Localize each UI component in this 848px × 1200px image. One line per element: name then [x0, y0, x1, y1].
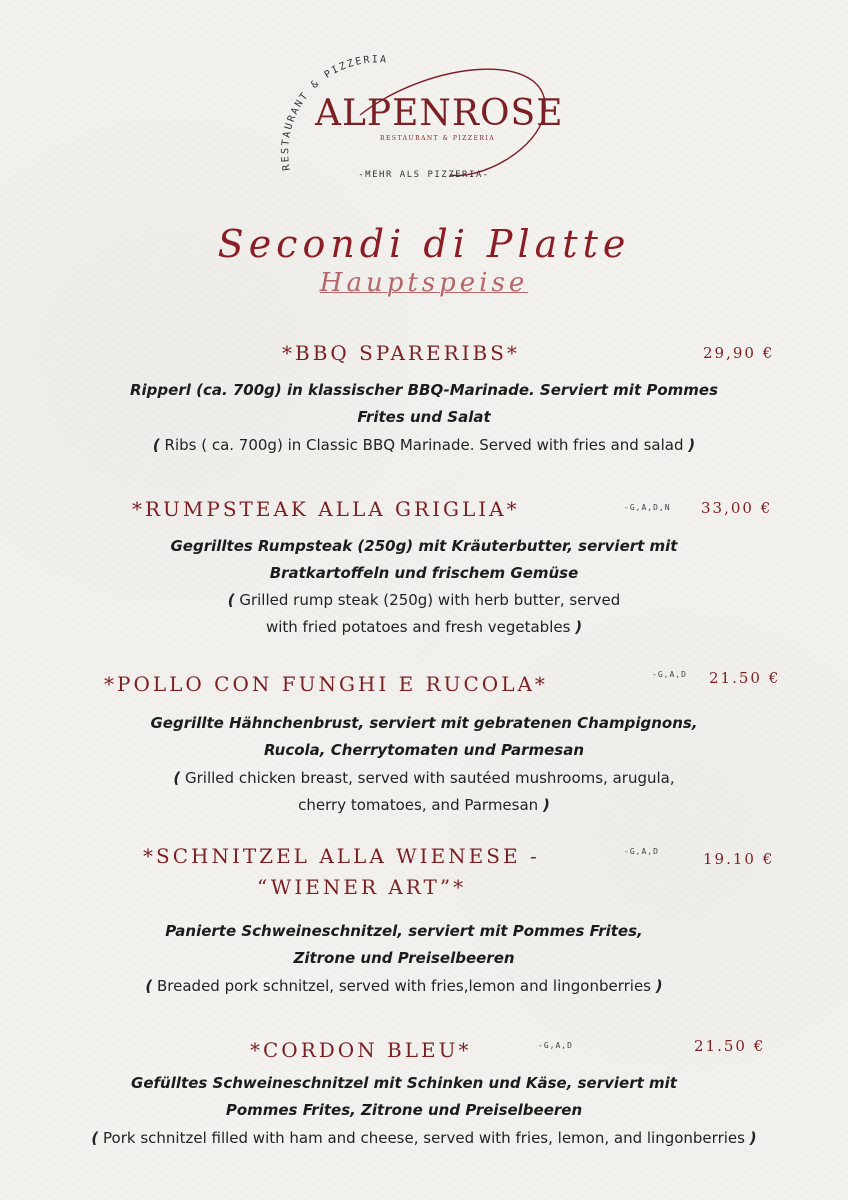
allergen-codes: -G,A,D: [652, 670, 687, 679]
dish-name: *RUMPSTEAK ALLA GRIGLIA*: [132, 497, 520, 521]
logo-small-text: RESTAURANT & PIZZERIA: [380, 135, 496, 142]
logo-brand: ALPENROSE: [315, 93, 564, 134]
dish-translation: ( Ribs ( ca. 700g) in Classic BBQ Marinade. Served with fries and salad ): [152, 436, 696, 454]
allergen-codes: -G,A,D: [624, 847, 659, 856]
dish-name-line2: “WIENER ART”*: [257, 875, 467, 899]
page-subtitle: Hauptspeise: [319, 268, 529, 298]
allergen-codes: -G,A,D: [538, 1041, 573, 1050]
dish-description: Panierte Schweineschnitzel, serviert mit Pommes Frites, Zitrone und Preiselbeeren: [165, 922, 643, 967]
logo-tagline: -MEHR ALS PIZZERIA-: [358, 170, 490, 180]
dish-description: Gefülltes Schweineschnitzel mit Schinken und Käse, serviert mit Pommes Frites, Zitrone und Preiselbeeren: [131, 1074, 677, 1119]
dish-description: Gegrilltes Rumpsteak (250g) mit Kräuterbutter, serviert mit Bratkartoffeln und frischem Gemüse: [170, 537, 678, 582]
dish-price: 19.10 €: [703, 850, 775, 868]
dish-translation: ( Pork schnitzel filled with ham and cheese, served with fries, lemon, and lingonberries ): [91, 1129, 757, 1147]
dish-name: *CORDON BLEU*: [250, 1038, 472, 1062]
dish-name: *POLLO CON FUNGHI E RUCOLA*: [104, 672, 548, 696]
dish-description: Ripperl (ca. 700g) in klassischer BBQ-Marinade. Serviert mit Pommes Frites und Salat: [129, 381, 718, 426]
logo-arc-text: RESTAURANT & PIZZERIA: [280, 54, 389, 172]
dish-translation: ( Grilled chicken breast, served with sautéed mushrooms, arugula, cherry tomatoes, and Parmesan ): [173, 769, 675, 814]
allergen-codes: -G,A,D,N: [624, 503, 671, 512]
dish-price: 21.50 €: [709, 669, 781, 687]
page-title: Secondi di Platte: [217, 222, 631, 266]
dish-price: 21.50 €: [694, 1037, 766, 1055]
dish-translation: ( Grilled rump steak (250g) with herb butter, served with fried potatoes and fresh vegetables ): [227, 591, 621, 636]
restaurant-logo: [250, 30, 570, 190]
logo-graphic: [250, 30, 570, 190]
dish-name: *BBQ SPARERIBS*: [282, 341, 520, 365]
dish-name: *SCHNITZEL ALLA WIENESE -: [143, 844, 540, 868]
dish-translation: ( Breaded pork schnitzel, served with fries,lemon and lingonberries ): [145, 977, 663, 995]
dish-description: Gegrillte Hähnchenbrust, serviert mit gebratenen Champignons, Rucola, Cherrytomaten und Parmesan: [150, 714, 698, 759]
dish-price: 29,90 €: [703, 344, 775, 362]
dish-price: 33,00 €: [701, 499, 773, 517]
